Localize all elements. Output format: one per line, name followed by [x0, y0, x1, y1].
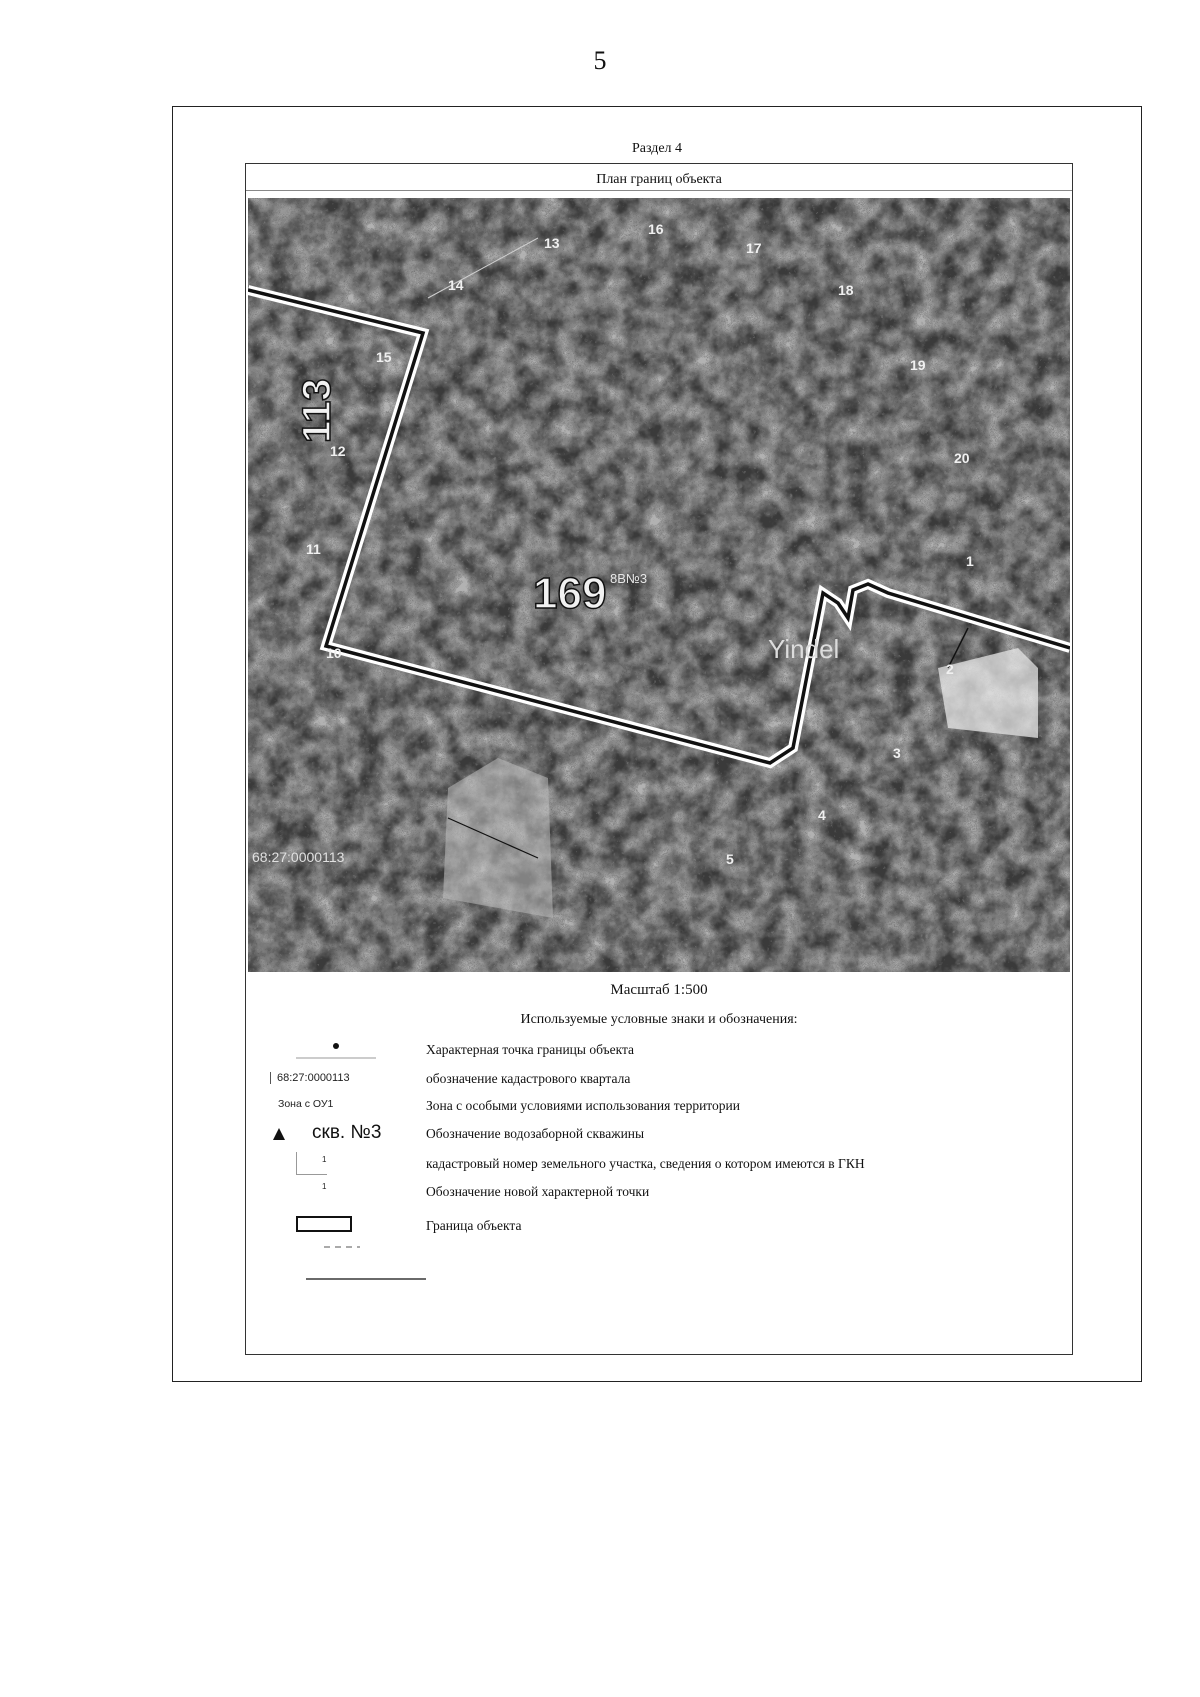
parcel-number-label: 169	[533, 569, 607, 618]
document-frame	[172, 106, 1142, 1382]
quarter-label: 68:27:0000113	[252, 849, 345, 865]
legend-symbol-dashed	[256, 1240, 416, 1266]
plan-title: План границ объекта	[246, 172, 1072, 191]
aerial-map	[248, 198, 1070, 972]
point-label: 2	[946, 661, 954, 677]
legend-text: обозначение кадастрового квартала	[426, 1071, 631, 1086]
aerial-speckle	[248, 198, 1070, 972]
point-label: 13	[544, 235, 560, 251]
point-label: 18	[838, 282, 854, 298]
legend-title: Используемые условные знаки и обозначения:	[520, 1012, 798, 1027]
point-label: 15	[376, 349, 392, 365]
legend-text: Характерная точка границы объекта	[426, 1042, 635, 1057]
point-label: 16	[648, 221, 664, 237]
point-label: 11	[306, 541, 321, 557]
legend-symbol-new-point: 1	[322, 1182, 327, 1191]
legend-symbol-parcel-number: 1	[256, 1152, 416, 1178]
legend-item	[246, 1214, 1074, 1240]
map-canvas	[248, 198, 1070, 972]
legend-text: Обозначение новой характерной точки	[426, 1184, 650, 1199]
legend-item	[246, 1272, 1074, 1298]
legend-symbol-quarter: 68:27:0000113	[256, 1067, 416, 1093]
point-label: 3	[893, 745, 901, 761]
legend-item	[246, 1094, 1074, 1120]
point-label: 17	[746, 240, 762, 256]
legend-symbol-zone: Зона с ОУ1	[278, 1098, 334, 1110]
block-number-label: 113	[295, 378, 339, 443]
legend-text: Зона с особыми условиями использования территории	[426, 1098, 740, 1113]
legend-symbol-well: скв. №3	[256, 1122, 416, 1148]
legend-symbol-point	[256, 1038, 416, 1064]
legend-text: кадастровый номер земельного участка, сведения о котором имеются в ГКН	[426, 1156, 865, 1171]
point-label: 1	[966, 553, 974, 569]
legend-item	[246, 1152, 1074, 1178]
legend-item	[246, 1038, 1074, 1064]
plan-frame	[245, 163, 1073, 1355]
map-scale: Масштаб 1:500	[610, 982, 708, 998]
point-label: 5	[726, 851, 734, 867]
legend-text: Обозначение водозаборной скважины	[426, 1126, 645, 1141]
legend-symbol-line	[256, 1272, 416, 1298]
point-label: 20	[954, 450, 970, 466]
legend-symbol-boundary	[256, 1214, 416, 1240]
street-label: Yindel	[768, 634, 840, 664]
partial-label: 8B№3	[610, 571, 648, 586]
point-label: 14	[448, 277, 464, 293]
section-title: Раздел 4	[631, 141, 683, 156]
light-area	[443, 758, 553, 918]
point-label: 10	[326, 645, 342, 661]
page-number: 5	[593, 46, 607, 75]
legend-item	[246, 1240, 1074, 1266]
legend-text: Граница объекта	[426, 1218, 522, 1233]
legend-item	[246, 1180, 1074, 1206]
legend-item	[246, 1122, 1074, 1148]
point-label: 12	[330, 443, 346, 459]
legend-item	[246, 1067, 1074, 1093]
point-label: 19	[910, 357, 926, 373]
point-label: 4	[818, 807, 826, 823]
